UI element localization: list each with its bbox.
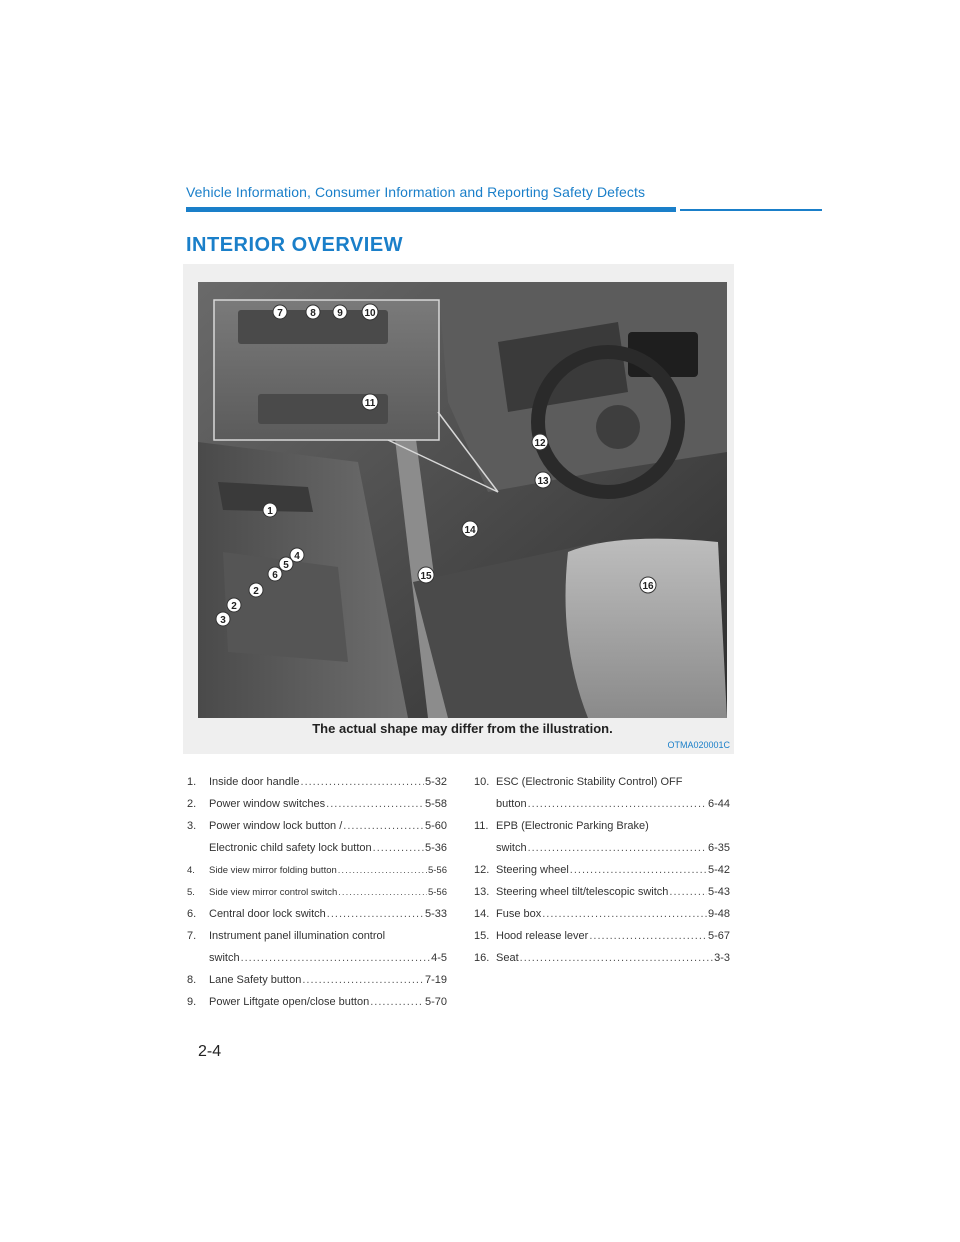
list-item: 9. Power Liftgate open/close button ..... 5-70 <box>187 992 447 1008</box>
list-item-continuation: Electronic child safety lock button ..... 5-36 <box>187 838 447 854</box>
svg-text:14: 14 <box>464 525 476 536</box>
callout-10 <box>362 304 378 320</box>
callout-8 <box>306 305 320 319</box>
callout-16 <box>640 577 656 593</box>
svg-text:4: 4 <box>294 551 300 562</box>
list-item: 14. Fuse box ..... 9-48 <box>474 904 730 920</box>
callout-14 <box>462 521 478 537</box>
list-item: 13. Steering wheel tilt/telescopic switch ..... 5-43 <box>474 882 730 898</box>
interior-illustration <box>198 282 727 718</box>
svg-text:5: 5 <box>283 560 289 571</box>
list-item: 2. Power window switches ..... 5-58 <box>187 794 447 810</box>
list-item: 12. Steering wheel ..... 5-42 <box>474 860 730 876</box>
svg-text:6: 6 <box>272 570 278 581</box>
svg-text:13: 13 <box>537 476 549 487</box>
callout-11 <box>362 394 378 410</box>
svg-text:9: 9 <box>337 308 343 319</box>
callout-5 <box>279 557 293 571</box>
list-item: 11. EPB (Electronic Parking Brake) <box>474 820 649 832</box>
callout-2a <box>249 583 263 597</box>
item-list-left <box>187 772 447 1014</box>
svg-text:2: 2 <box>253 586 259 597</box>
svg-text:12: 12 <box>534 438 546 449</box>
list-item-continuation: switch ..... 6-35 <box>474 838 730 854</box>
svg-text:8: 8 <box>310 308 316 319</box>
callout-2b <box>227 598 241 612</box>
list-item-continuation: switch ..... 4-5 <box>187 948 447 964</box>
svg-text:16: 16 <box>642 581 654 592</box>
callout-9 <box>333 305 347 319</box>
svg-text:3: 3 <box>220 615 226 626</box>
callout-6 <box>268 567 282 581</box>
svg-text:11: 11 <box>364 398 376 409</box>
list-item: 5. Side view mirror control switch ..... 5-56 <box>187 882 447 898</box>
page-title: INTERIOR OVERVIEW <box>186 234 404 256</box>
list-item: 16. Seat ..... 3-3 <box>474 948 730 964</box>
list-item: 1. Inside door handle ..... 5-32 <box>187 772 447 788</box>
list-item: 3. Power window lock button / ..... 5-60 <box>187 816 447 832</box>
svg-text:15: 15 <box>420 571 432 582</box>
item-list-right <box>474 772 730 970</box>
page-number: 2-4 <box>198 1043 222 1060</box>
callout-15 <box>418 567 434 583</box>
list-item: 15. Hood release lever ..... 5-67 <box>474 926 730 942</box>
list-item: 10. ESC (Electronic Stability Control) OFF <box>474 776 683 788</box>
list-item: 4. Side view mirror folding button ..... 5-56 <box>187 860 447 876</box>
figure-code: OTMA020001C <box>667 740 730 750</box>
header-rule-thin <box>680 209 822 211</box>
figure-caption: The actual shape may differ from the illustration. <box>312 721 613 736</box>
svg-text:10: 10 <box>364 308 376 319</box>
list-item: 7. Instrument panel illumination control <box>187 930 386 942</box>
callout-12 <box>532 434 548 450</box>
svg-text:2: 2 <box>231 601 237 612</box>
svg-text:7: 7 <box>277 308 283 319</box>
running-header: Vehicle Information, Consumer Information and Reporting Safety Defects <box>186 184 646 200</box>
list-item: 6. Central door lock switch ..... 5-33 <box>187 904 447 920</box>
header-rule <box>186 207 676 212</box>
callout-3 <box>216 612 230 626</box>
callout-1 <box>263 503 277 517</box>
list-item: 8. Lane Safety button ..... 7-19 <box>187 970 447 986</box>
callout-13 <box>535 472 551 488</box>
list-item-continuation: button ..... 6-44 <box>474 794 730 810</box>
svg-text:1: 1 <box>267 506 273 517</box>
callout-7 <box>273 305 287 319</box>
